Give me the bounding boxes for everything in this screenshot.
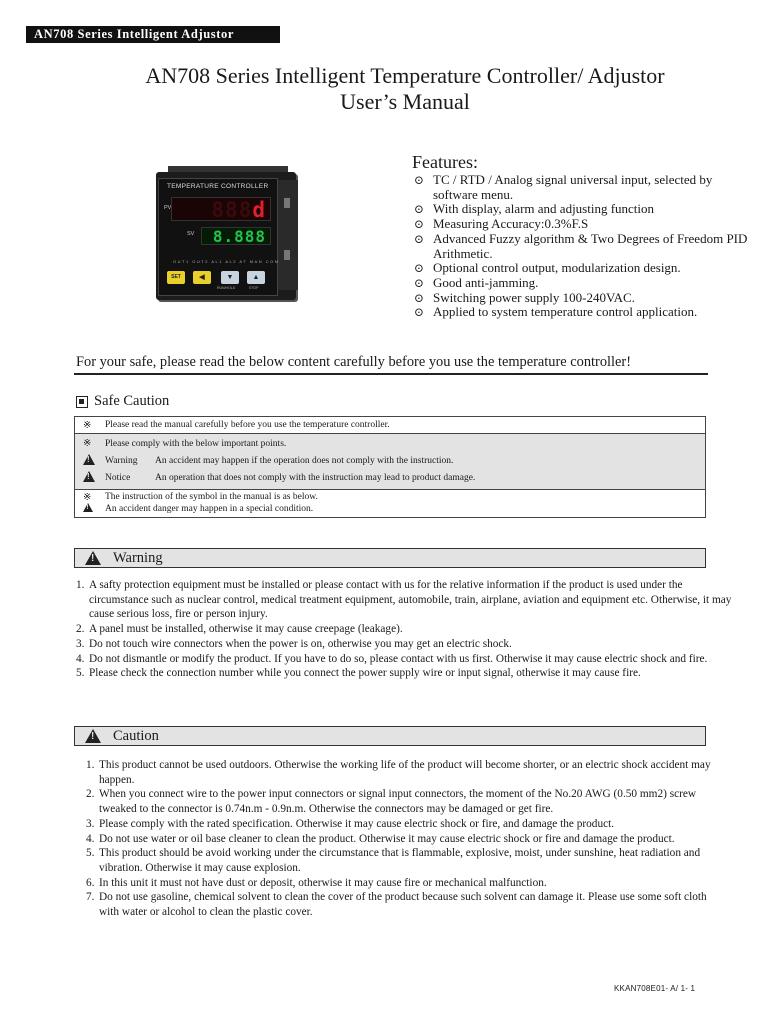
warning-triangle-icon xyxy=(83,454,95,465)
list-item: 5. This product should be avoid working under the circumstance that is flammable, explosive, moist, under sunshine, heat radiation and vibration. Otherwise it may cause explosion. xyxy=(86,847,701,874)
list-item: 2. A panel must be installed, otherwise it may cause creepage (leakage). xyxy=(76,623,403,636)
warning-triangle-icon xyxy=(83,503,93,512)
device-label: TEMPERATURE CONTROLLER xyxy=(167,183,269,190)
feature-item: ⊙ Measuring Accuracy:0.3%F.S xyxy=(414,216,589,232)
series-header-bar: AN708 Series Intelligent Adjustor xyxy=(26,26,280,43)
pv-display xyxy=(171,197,271,221)
warning-triangle-icon xyxy=(85,729,101,743)
list-item: 4. Do not use water or oil base cleaner to clean the product. Otherwise it may cause electric shock or fire and damage the product. xyxy=(86,832,675,845)
feature-item: ⊙ TC / RTD / Analog signal universal input, selected by software menu. xyxy=(414,172,713,202)
list-item: 3. Do not touch wire connectors when the power is on, otherwise you may get an electric shock. xyxy=(76,637,512,650)
feature-item: ⊙ With display, alarm and adjusting function xyxy=(414,201,655,217)
pv-display-dim-digits: 888 xyxy=(211,198,253,222)
safety-notice: For your safe, please read the below content carefully before you use the temperature controller! xyxy=(76,354,632,370)
list-item: 6. In this unit it must not have dust or deposit, otherwise it may cause fire or mechanical malfunction. xyxy=(86,876,547,889)
run-hold-caption: RUN/HOLD xyxy=(217,286,236,290)
document-title xyxy=(0,63,768,115)
features-section xyxy=(412,152,752,320)
document-code: KKAN708E01- A/ 1- 1 xyxy=(614,984,696,993)
reference-mark-icon: ※ xyxy=(83,491,92,503)
bullet-circle-icon: ⊙ xyxy=(414,173,425,187)
device-side-clips xyxy=(276,180,298,290)
caution-row-warning: ! Warning An accident may happen if the operation does not comply with the instruction. xyxy=(75,452,705,469)
bullet-circle-icon: ⊙ xyxy=(414,231,425,246)
device-shift-key: ◀ xyxy=(193,271,211,284)
device-led-labels: OUT1 OUT2 AL1 AL2 AT MAN COM xyxy=(173,259,280,264)
section-divider xyxy=(74,373,708,375)
caution-heading-bar xyxy=(74,726,706,746)
filled-square-icon xyxy=(76,396,88,408)
pv-display-lit-digit: d xyxy=(252,198,266,222)
reference-mark-icon: ※ xyxy=(83,419,92,431)
caution-symbol-legend xyxy=(75,490,705,517)
list-item: 1. This product cannot be used outdoors. Otherwise the working life of the product will become shorter, or an electric shock accident may happen. xyxy=(86,759,711,786)
pv-tag: PV xyxy=(164,205,172,211)
feature-item: ⊙ Switching power supply 100-240VAC. xyxy=(414,289,635,305)
list-item: 5. Please check the connection number while you connect the power supply wire or input signal, otherwise it may cause fire. xyxy=(76,667,641,680)
caution-list xyxy=(86,758,726,920)
title-line-1: AN708 Series Intelligent Temperature Controller/ Adjustor xyxy=(145,63,665,88)
warning-triangle-icon xyxy=(83,471,95,482)
stop-caption: STOP xyxy=(249,286,259,290)
safe-caution-table xyxy=(74,416,706,518)
list-item: 7. Do not use gasoline, chemical solvent to clean the cover of the product because such solvent can damage it. Please use some soft cloth with water or alcohol to clean the plastic cover. xyxy=(86,891,707,919)
list-item: 3. Please comply with the rated specification. Otherwise it may cause electric shock or fire, and damage the product. xyxy=(86,817,615,830)
feature-item: ⊙ Advanced Fuzzy algorithm & Two Degrees of Freedom PID Arithmetic. xyxy=(414,230,748,261)
list-item: 4. Do not dismantle or modify the product. If you have to do so, please contact with us first. Otherwise it may cause electric shock and fire. xyxy=(76,652,708,665)
caution-title: Caution xyxy=(113,727,159,744)
sv-tag: SV xyxy=(187,231,195,237)
device-set-key: SET xyxy=(167,271,185,284)
device-down-key: ▼ xyxy=(221,271,239,284)
device-up-key: ▲ xyxy=(247,271,265,284)
bullet-circle-icon: ⊙ xyxy=(414,202,425,217)
bullet-circle-icon: ⊙ xyxy=(414,275,425,290)
warning-triangle-icon xyxy=(85,551,101,565)
caution-row-notice: ! Notice An operation that does not comply with the instruction may lead to product damage. xyxy=(75,469,705,486)
caution-row: ※ Please comply with the below important points. xyxy=(83,438,287,449)
feature-item: ⊙ Optional control output, modularization design. xyxy=(414,260,681,276)
sv-display: 8.888 xyxy=(201,227,271,245)
reference-mark-icon: ※ xyxy=(83,438,92,449)
caution-row: ※ The instruction of the symbol in the manual is as below. xyxy=(83,491,318,503)
caution-important-points xyxy=(75,434,705,490)
warning-list xyxy=(76,578,736,681)
device-front-panel xyxy=(158,178,278,296)
caution-row: ※ Please read the manual carefully before you use the temperature controller. xyxy=(75,417,705,434)
feature-item: ⊙ Applied to system temperature control application. xyxy=(414,304,698,320)
bullet-circle-icon: ⊙ xyxy=(414,290,425,305)
caution-row: ! An accident danger may happen in a special condition. xyxy=(75,503,705,515)
warning-heading-bar xyxy=(74,548,706,568)
bullet-circle-icon: ⊙ xyxy=(414,217,425,232)
warning-title: Warning xyxy=(113,549,163,566)
features-heading: Features: xyxy=(412,152,478,172)
feature-item: ⊙ Good anti-jamming. xyxy=(414,274,539,290)
safe-caution-title: Safe Caution xyxy=(94,393,170,409)
title-line-2: User’s Manual xyxy=(340,89,470,114)
safe-caution-heading xyxy=(76,393,169,410)
list-item: 1. A safty protection equipment must be installed or please contact with us for the relative information if the product is used under the circumstance such as nuclear control, medical treatment equipment, automobile, train, airplane, aviation and equipment etc. Otherwise, it may cause serious loss, fire or person injury. xyxy=(76,579,732,621)
bullet-circle-icon: ⊙ xyxy=(414,305,425,320)
bullet-circle-icon: ⊙ xyxy=(414,261,425,276)
list-item: 2. When you connect wire to the power input connectors or signal input connectors, the moment of the No.20 AWG (0.50 mm2) screw tweaked to the connector is 0.74n.m - 0.9n.m. Otherwise the connectors may be damaged or get fire. xyxy=(86,788,697,816)
controller-device-image xyxy=(148,166,300,302)
